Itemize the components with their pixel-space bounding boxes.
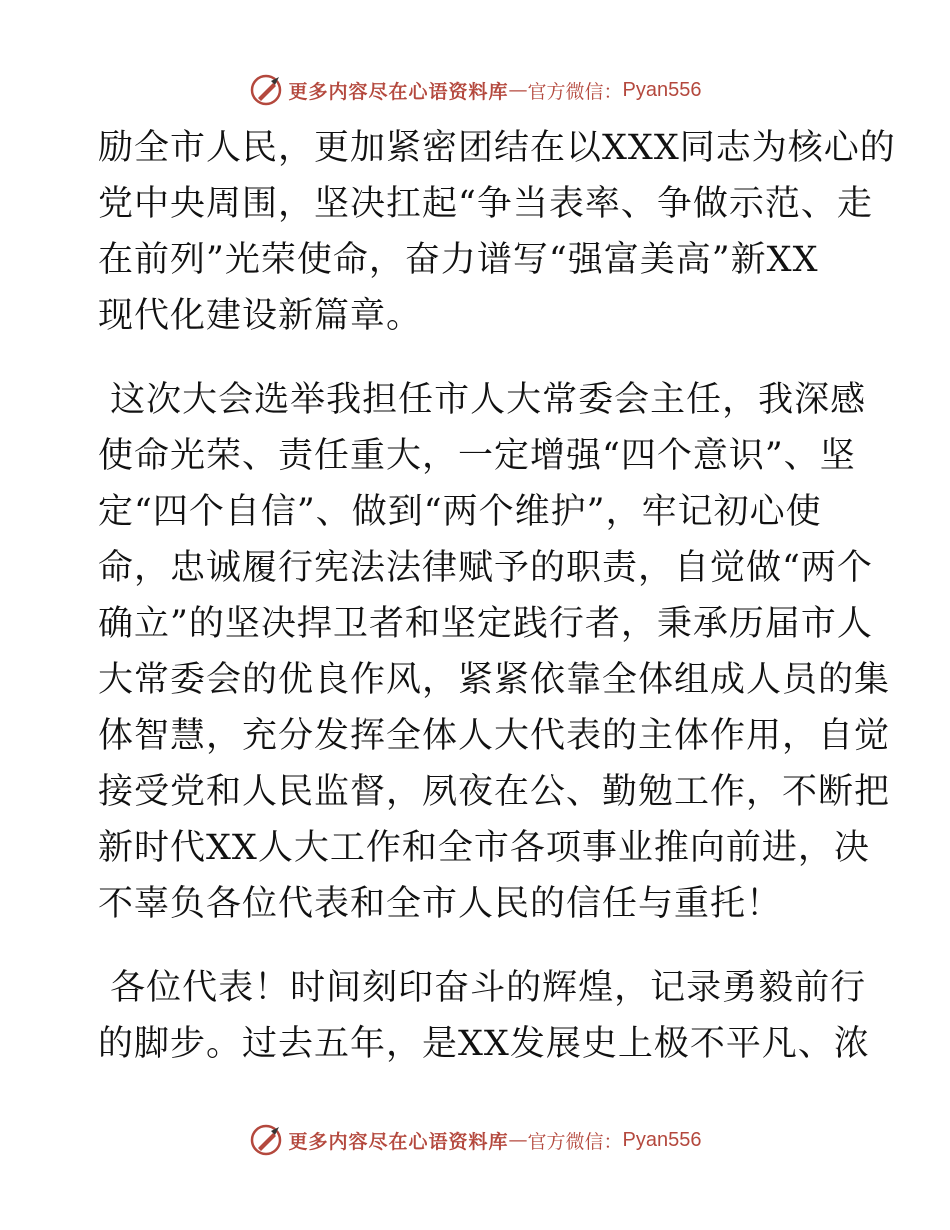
text-line: 现代化建设新篇章。 <box>98 296 423 336</box>
text-line: 不辜负各位代表和全市人民的信任与重托！ <box>98 884 783 924</box>
text-line: 命，忠诚履行宪法法律赋予的职责，自觉做“两个 <box>98 548 873 588</box>
text-line: 在前列”光荣使命，奋力谱写“强富美高”新XX <box>98 240 819 280</box>
text-line: 励全市人民，更加紧密团结在以XXX同志为核心的 <box>98 128 896 168</box>
text-line: 接受党和人民监督，夙夜在公、勤勉工作，不断把 <box>98 772 891 812</box>
quill-logo-icon <box>249 1123 283 1157</box>
paragraph-1 <box>98 120 896 344</box>
footer-separator: — <box>508 1129 528 1151</box>
header-wechat-label: 官方微信： <box>527 80 623 103</box>
header-brand: 更多内容尽在心语资料库 <box>288 80 509 103</box>
footer-banner <box>0 1120 950 1160</box>
text-line: 大常委会的优良作风，紧紧依靠全体组成人员的集 <box>98 660 891 700</box>
text-line: 确立”的坚决捍卫者和坚定践行者，秉承历届市人 <box>98 604 873 644</box>
text-line: 定“四个自信”、做到“两个维护”，牢记初心使 <box>98 492 822 532</box>
text-line: 党中央周围，坚决扛起“争当表率、争做示范、走 <box>98 184 873 224</box>
text-line: 使命光荣、责任重大，一定增强“四个意识”、坚 <box>98 436 856 476</box>
quill-logo-icon <box>249 73 283 107</box>
header-separator: — <box>508 79 528 101</box>
footer-wechat-id: Pyan556 <box>622 1128 702 1151</box>
paragraph-2 <box>98 372 891 932</box>
header-banner <box>0 70 950 110</box>
document-body <box>98 120 896 1072</box>
text-line: 体智慧，充分发挥全体人大代表的主体作用，自觉 <box>98 716 891 756</box>
paragraph-spacer <box>98 344 858 372</box>
paragraph-spacer <box>98 932 858 960</box>
text-line: 的脚步。过去五年，是XX发展史上极不平凡、浓 <box>98 1024 870 1064</box>
text-line: 各位代表！时间刻印奋斗的辉煌，记录勇毅前行 <box>98 968 867 1008</box>
footer-wechat-label: 官方微信： <box>527 1130 623 1153</box>
text-line: 新时代XX人大工作和全市各项事业推向前进，决 <box>98 828 870 868</box>
header-wechat-id: Pyan556 <box>622 78 702 101</box>
paragraph-3 <box>98 960 870 1072</box>
text-line: 这次大会选举我担任市人大常委会主任，我深感 <box>98 380 867 420</box>
footer-brand: 更多内容尽在心语资料库 <box>288 1130 509 1153</box>
